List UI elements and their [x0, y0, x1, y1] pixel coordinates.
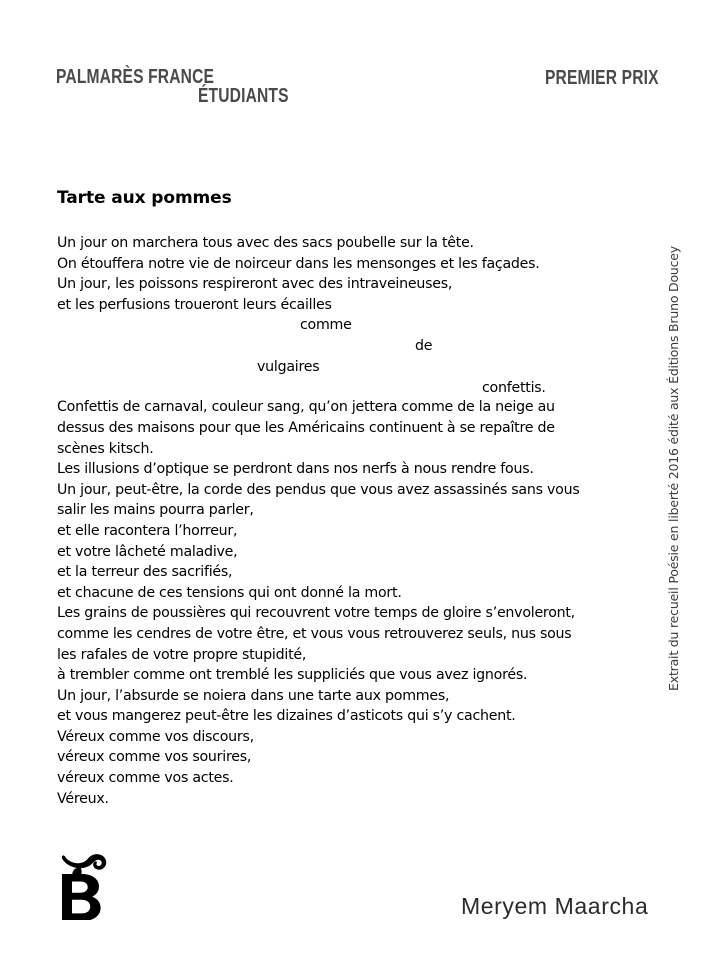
poem-stanza-main — [57, 397, 657, 809]
poem-line: salir les mains pourra parler, — [57, 502, 254, 519]
poem-scattered-word: comme — [300, 317, 352, 334]
poem-line: et elle racontera l’horreur, — [57, 522, 238, 539]
poem-line: et la terreur des sacrifiés, — [57, 564, 233, 581]
poem-line: véreux comme vos actes. — [57, 770, 234, 787]
poem-line: Un jour, peut-être, la corde des pendus que vous avez assassinés sans vous — [57, 481, 580, 498]
premier-prix-label: PREMIER PRIX — [545, 67, 659, 89]
poem-line: dessus des maisons pour que les Américains continuent à se repaître de — [57, 419, 555, 436]
poem-line: Un jour, l’absurde se noiera dans une tarte aux pommes, — [57, 687, 450, 704]
poem-line: Les grains de poussières qui recouvrent votre temps de gloire s’envoleront, — [57, 605, 575, 622]
publication-credit-text: Extrait du recueil Poésie en liberté 2016 édité aux Éditions Bruno Doucey — [665, 246, 681, 691]
poem-line: scènes kitsch. — [57, 440, 154, 457]
poem-line: Véreux comme vos discours, — [57, 728, 254, 745]
poem-line: à trembler comme ont tremblé les suppliciés que vous avez ignorés. — [57, 667, 528, 684]
poem-line: et vous mangerez peut-être les dizaines d’asticots qui s’y cachent. — [57, 708, 516, 725]
poem-title: Tarte aux pommes — [57, 188, 232, 208]
poem-scattered-word: de — [415, 338, 433, 355]
poem-line: et les perfusions troueront leurs écailles — [57, 296, 332, 313]
poem-line: comme les cendres de votre être, et vous vous retrouverez seuls, nus sous — [57, 625, 572, 642]
poem-body — [57, 233, 657, 809]
poem-line: On étouffera notre vie de noirceur dans les mensonges et les façades. — [57, 255, 540, 272]
poem-line: et chacune de ces tensions qui ont donné la mort. — [57, 584, 402, 601]
publisher-logo — [50, 848, 116, 920]
poem-line: véreux comme vos sourires, — [57, 749, 252, 766]
poem-line: Véreux. — [57, 790, 109, 807]
poem-line: les rafales de votre propre stupidité, — [57, 646, 307, 663]
poem-line: Confettis de carnaval, couleur sang, qu’on jettera comme de la neige au — [57, 399, 555, 416]
poem-stanza-opening — [57, 233, 657, 315]
poem-line: Les illusions d’optique se perdront dans nos nerfs à nous rendre fous. — [57, 461, 534, 478]
poem-line: et votre lâcheté maladive, — [57, 543, 238, 560]
poem-scattered-word: confettis. — [482, 380, 546, 397]
poem-scattered-words — [57, 315, 657, 397]
publication-credit — [662, 246, 684, 726]
author-name: Meryem Maarcha — [461, 893, 649, 919]
palmares-france-label: PALMARÈS FRANCE — [56, 66, 215, 88]
poem-line: Un jour, les poissons respireront avec des intraveineuses, — [57, 276, 453, 293]
b-sprout-icon — [50, 848, 116, 920]
poem-line: Un jour on marchera tous avec des sacs poubelle sur la tête. — [57, 235, 474, 251]
poem-scattered-word: vulgaires — [257, 359, 320, 376]
category-etudiants-label: ÉTUDIANTS — [198, 85, 289, 107]
